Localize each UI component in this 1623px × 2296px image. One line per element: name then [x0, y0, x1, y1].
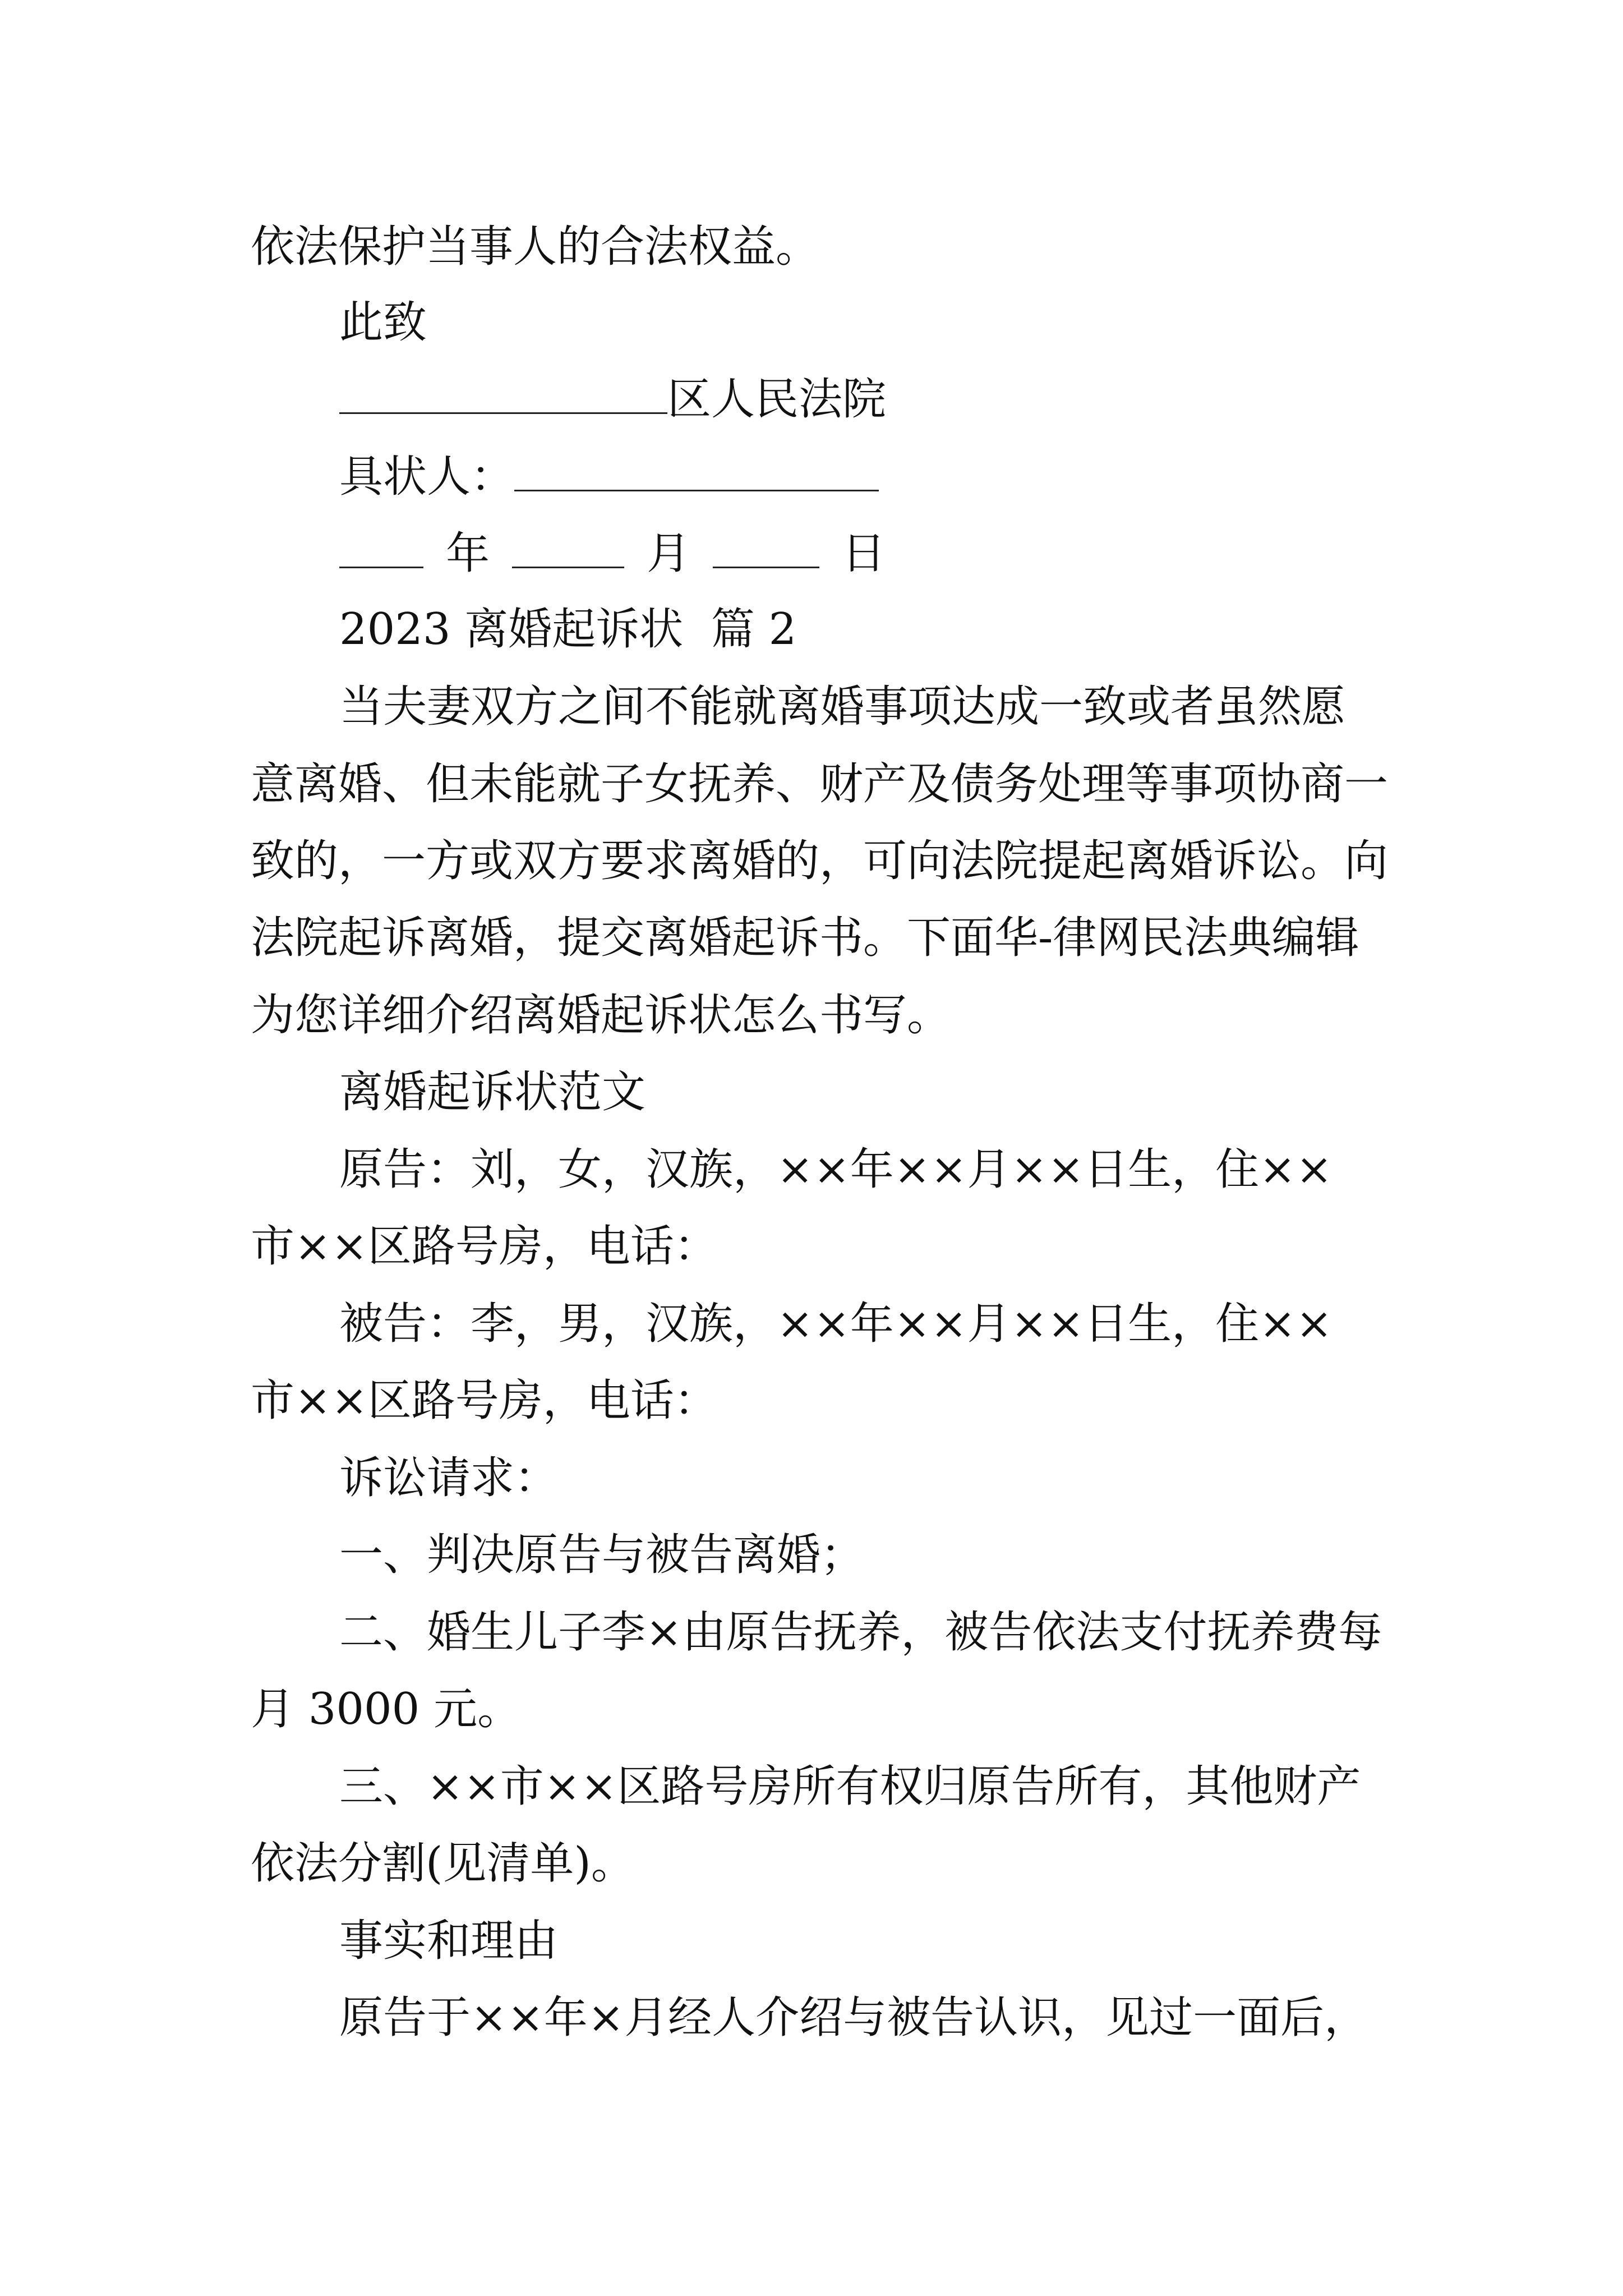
subheading: 事实和理由	[339, 1916, 559, 1966]
claim-item: 依法分割(见清单)。	[251, 1838, 635, 1889]
defendant-line: 被告：李，男，汉族，××年××月××日生，住××	[339, 1299, 1332, 1349]
defendant-line: 市××区路号房，电话：	[251, 1375, 718, 1426]
paragraph-line: 为您详细介绍离婚起诉状怎么书写。	[251, 990, 951, 1041]
day-label: 日	[842, 528, 886, 579]
day-blank	[713, 527, 819, 568]
signer-label: 具状人：	[339, 452, 515, 502]
paragraph-line: 当夫妻双方之间不能就离婚事项达成一致或者虽然愿	[339, 682, 1346, 732]
month-blank	[512, 527, 624, 568]
claim-item: 月 3000 元。	[251, 1684, 522, 1734]
paragraph-line: 法院起诉离婚，提交离婚起诉书。下面华-律网民法典编辑	[251, 913, 1359, 963]
subheading: 诉讼请求：	[339, 1453, 559, 1503]
signer-blank	[514, 450, 879, 491]
year-label: 年	[446, 528, 490, 579]
plaintiff-line: 市××区路号房，电话：	[251, 1221, 718, 1272]
court-name-blank	[339, 373, 667, 414]
claim-item: 三、××市××区路号房所有权归原告所有，其他财产	[339, 1761, 1361, 1812]
salutation: 此致	[339, 297, 427, 348]
text-line: 依法保护当事人的合法权益。	[251, 222, 820, 272]
claim-item: 一、判决原告与被告离婚；	[339, 1530, 865, 1580]
section-heading: 2023 离婚起诉状 篇 2	[339, 604, 797, 655]
plaintiff-line: 原告：刘，女，汉族，××年××月××日生，住××	[339, 1144, 1332, 1195]
claim-item: 二、婚生儿子李×由原告抚养，被告依法支付抚养费每	[339, 1607, 1382, 1658]
paragraph-line: 意离婚、但未能就子女抚养、财产及债务处理等事项协商一	[251, 759, 1389, 809]
court-label: 区人民法院	[667, 374, 887, 425]
paragraph-line: 原告于××年×月经人介绍与被告认识，见过一面后，	[339, 1993, 1368, 2043]
date-line	[339, 526, 1489, 582]
signer-line	[339, 449, 1489, 505]
court-line	[339, 371, 1489, 427]
month-label: 月	[647, 528, 691, 579]
subheading: 离婚起诉状范文	[339, 1067, 646, 1117]
paragraph-line: 致的，一方或双方要求离婚的，可向法院提起离婚诉讼。向	[251, 836, 1389, 886]
year-blank	[339, 527, 423, 568]
